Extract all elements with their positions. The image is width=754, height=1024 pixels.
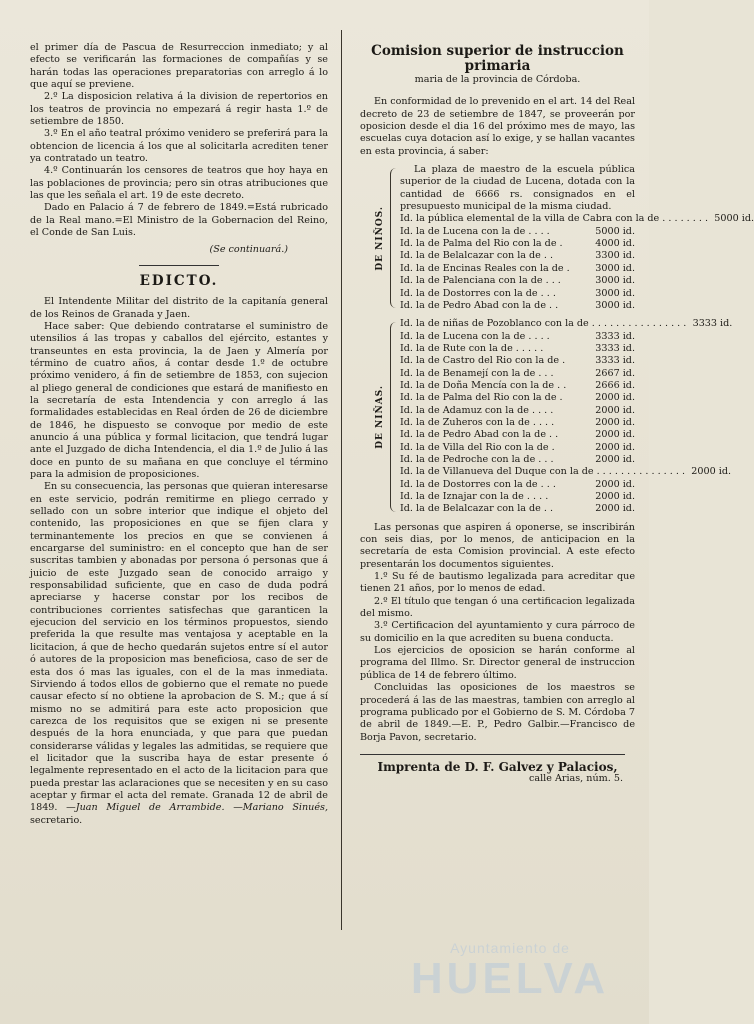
exam-program-note: Los ejercicios de oposicion se harán conforme al programa del Illmo. Sr. Director general de instruccion pública de 14 de febrero último. (360, 645, 635, 681)
school-name: Id. la de Iznajar con la de . . . . (400, 491, 549, 502)
girls-schools-group (360, 318, 733, 516)
watermark-line-2: HUELVA (410, 954, 610, 1003)
footer-rule (360, 754, 625, 755)
school-salary: 3000 id. (595, 262, 635, 274)
school-name: Id. la de Palma del Rio con la de . (400, 392, 563, 404)
school-entry (400, 263, 635, 275)
school-name: Id. la de Rute con la de . . . . . (400, 342, 544, 354)
school-entry (400, 355, 635, 367)
school-salary: 2667 id. (595, 367, 635, 379)
school-entry (400, 503, 635, 515)
school-entry (400, 392, 635, 404)
school-salary: 2000 id. (595, 453, 635, 465)
school-name: Id. la de Doña Mencía con la de . . (400, 379, 567, 391)
printer-name: Imprenta de D. F. Galvez y Palacios, (377, 759, 618, 774)
school-salary: 3300 id. (595, 250, 635, 262)
school-name: Id. la de Pedro Abad con la de . . (400, 299, 559, 311)
school-name: Id. la de Belalcazar con la de . . (400, 250, 554, 262)
edicto-heading: EDICTO. (139, 272, 219, 289)
girls-school-list (400, 330, 732, 516)
school-name: Id. la de Pedroche con la de . . . (400, 453, 554, 465)
school-entry (400, 442, 635, 454)
school-entry (400, 250, 635, 262)
school-entry (400, 288, 635, 300)
school-entry (400, 238, 635, 250)
continued-note: (Se continuará.) (209, 243, 288, 255)
school-salary: 5000 id. (714, 213, 754, 225)
school-salary: 3000 id. (595, 299, 635, 311)
school-salary: 3000 id. (595, 275, 635, 287)
school-entry (400, 454, 635, 466)
commission-intro: En conformidad de lo prevenido en el art. 14 del Real decreto de 23 de setiembre de 1847, se proveerán por oposicion desde el dia 16 del próximo mes de mayo, las escuelas cuya dotacion así lo exige, y se hallan vacantes en esta provincia, á saber: (360, 96, 636, 157)
school-entry (400, 300, 635, 312)
boys-brace (390, 168, 397, 308)
school-name: Id. la de Villa del Rio con la de . (400, 441, 555, 453)
school-salary: 2000 id. (595, 416, 635, 428)
school-name: Id. la de niñas de Pozoblanco con la de . . . . . . . . . . . . . . . . (400, 318, 687, 330)
school-name: Id. la de Castro del Rio con la de . (400, 355, 566, 367)
school-entry (400, 213, 754, 225)
decree-paragraph-4: 4.º Continuarán los censores de teatros que hoy haya en las poblaciones de provincia; pero sin otras atribuciones que las que les señala el art. 19 de este decreto. (30, 165, 328, 202)
commission-title: Comision superior de instruccion primaria (371, 43, 624, 74)
school-salary: 2000 id. (595, 503, 635, 515)
school-entry (400, 429, 635, 441)
school-entry (400, 466, 732, 478)
boys-group-label: DE NIÑOS. (374, 205, 385, 271)
school-entry (400, 380, 635, 392)
school-salary: 2000 id. (691, 466, 732, 478)
school-salary: 2000 id. (595, 478, 635, 490)
school-salary: 2666 id. (595, 379, 635, 391)
school-name: Id. la de Dostorres con la de . . . (400, 287, 556, 299)
decree-paragraph-2: 2.º La disposicion relativa á la division de repertorios en los teatros de provincia no empezará á regir hasta 1.º de setiembre de 1850. (30, 91, 328, 128)
watermark-line-1: Ayuntamiento de (450, 940, 570, 956)
archive-watermark (385, 940, 635, 1002)
edicto-paragraph-1: Hace saber: Que debiendo contratarse el suministro de utensilios á las tropas y caballos del ejército, estantes y transeuntes en esta provincia, la de Jaen y Almería por término de cuatro años, á contar desde 1.º de octubre próximo venidero, á fin de setiembre de 1853, con sujecion al pliego general de condiciones que estará de manifiesto en la secretaría de esta Intendencia y con arreglo á las formalidades establecidas en Real órden de 26 de diciembre de 1846, he dispuesto se convoque por medio de este anuncio á una pública y formal licitacion, que tendrá lugar ante el Juzgado de dicha Intendencia, el dia 1.º de Julio á las doce en punto de su mañana en que concluye el término para la admision de proposiciones. (30, 320, 328, 480)
school-entry (400, 479, 635, 491)
school-salary: 3000 id. (595, 287, 635, 299)
decree-paragraph-3: 3.º En el año teatral próximo venidero se preferirá para la obtencion de licencia á los que al solicitarla acrediten tener ya contratado un teatro. (30, 128, 328, 165)
requirement-3: 3.º Certificacion del ayuntamiento y cura párroco de su domicilio en la que acrediten su buena conducta. (360, 620, 635, 644)
school-salary: 2000 id. (595, 404, 635, 416)
edicto-paragraph-2-text: En su consecuencia, las personas que quieran interesarse en este servicio, podrán remitirme en pliego cerrado y sellado con un sobre interior que indique el objeto del contenido, las proposiciones en que se fijen clara y terminantemente los precios en que se convienen á encargarse del suministro: en el concepto que han de ser suscritas tambien y abonadas por persona ó personas que á juicio de este Juzgado sean de conocido arraigo y responsabilidad suficiente, que en caso de duda podrá apreciarse y hacerse constar por los recibos de contribuciones corrientes satisfechas que garanticen la ejecucion del servicio en los términos propuestos, siendo preferida la que resulte mas ventajosa y aceptable en la licitacion, á que de hecho quedarán sujetos entre sí el autor ó autores de la proposicion mas beneficiosa, caso de ser de esta dos ó mas las iguales, con el de la mas inmediata. Sirviendo á todos ellos de gobierno que el remate no puede causar efecto sí no obtiene la aprobacion de S. M.; que á sí mismo no se admitirá para este acto proposicion que carezca de los requisitos que se exigen ni se presente después de la hora enunciada, y que para que puedan considerarse válidas y legales las admitidas, se requiere que el licitador que la suscriba haya de estar presente ó legalmente representado en el acto de la licitacion para que pueda prestar las aclaraciones que se necesiten y en su caso aceptar y firmar el acta del remate. Granada 12 de abril de 1849. (30, 481, 328, 814)
school-salary: 2000 id. (595, 441, 635, 453)
school-name: Id. la de Lucena con la de . . . . (400, 225, 550, 237)
requirements-intro: Las personas que aspiren á oponerse, se inscribirán con seis dias, por lo menos, de anticipacion en la secretaría de esta Comision provincial. A este efecto presentarán los documentos siguientes. (360, 521, 635, 570)
boys-schools-group (360, 164, 754, 312)
edicto-paragraph-2 (30, 481, 328, 827)
school-salary: 3333 id. (595, 342, 635, 354)
left-column (30, 42, 328, 827)
decree-signature-paragraph: Dado en Palacio á 7 de febrero de 1849.=Está rubricado de la Real mano.=El Ministro de la Gobernacion del Reino, el Conde de San Luis. (30, 202, 328, 239)
school-entry (400, 226, 635, 238)
school-name: Id. la de Zuheros con la de . . . . (400, 416, 555, 428)
school-entry (400, 331, 635, 343)
school-salary: 2000 id. (595, 491, 635, 502)
school-name: Id. la de Adamuz con la de . . . . (400, 404, 554, 416)
school-salary: 3333 id. (595, 330, 635, 342)
school-entry (400, 417, 635, 429)
school-salary: 2000 id. (595, 392, 635, 404)
right-column (360, 42, 754, 786)
school-name: Id. la de Villanueva del Duque con la de . . . . . . . . . . . . . . . (400, 466, 686, 478)
school-salary: 2000 id. (595, 429, 635, 441)
school-entry (400, 405, 635, 417)
school-entry (400, 343, 635, 355)
section-separator (139, 265, 219, 266)
edicto-secretary: secretario. (30, 814, 83, 826)
requirement-2: 2.º El título que tengan ó una certificacion legalizada del mismo. (360, 595, 635, 620)
school-name: Id. la de Belalcazar con la de . . (400, 503, 554, 515)
school-salary: 4000 id. (595, 238, 635, 250)
girls-brace (390, 322, 397, 512)
school-name: Id. la de Dostorres con la de . . . (400, 478, 556, 490)
school-name: Id. la de Encinas Reales con la de . (400, 262, 570, 274)
school-name: Id. la de Lucena con la de . . . . (400, 330, 550, 342)
column-divider (341, 30, 342, 930)
girls-lead-entry (400, 318, 733, 330)
school-salary: 3333 id. (595, 355, 635, 367)
girls-group-label: DE NIÑAS. (374, 385, 385, 449)
commission-subtitle: maria de la provincia de Córdoba. (414, 74, 581, 85)
school-name: Id. la de Benamejí con la de . . . (400, 367, 554, 379)
edicto-intro: El Intendente Militar del distrito de la capitanía general de los Reinos de Granada y Jaen. (30, 296, 328, 320)
school-salary: 3333 id. (692, 318, 733, 330)
decree-paragraph-1: el primer día de Pascua de Resurreccion inmediato; y al efecto se verificarán las formaciones de compañías y se harán todas las operaciones preparatorias con arreglo á lo que aquí se previene. (30, 42, 328, 91)
school-entry (400, 275, 635, 287)
school-name: Id. la pública elemental de la villa de Cabra con la de . . . . . . . . (400, 213, 709, 225)
school-entry (400, 491, 635, 503)
school-name: Id. la de Palenciana con la de . . . (400, 275, 561, 287)
boys-school-list (400, 213, 754, 312)
school-name: Id. la de Palma del Rio con la de . (400, 238, 563, 250)
boys-lead-entry: La plaza de maestro de la escuela pública superior de la ciudad de Lucena, dotada con la cantidad de 6666 rs. consignados en el presupuesto municipal de la misma ciudad. (400, 164, 635, 213)
printer-address: calle Arias, núm. 5. (529, 773, 623, 785)
school-salary: 5000 id. (595, 225, 635, 237)
school-name: Id. la de Pedro Abad con la de . . (400, 429, 559, 441)
edicto-signatories: —Juan Miguel de Arrambide. —Mariano Sinués, (57, 802, 328, 814)
requirement-1: 1.º Su fé de bautismo legalizada para acreditar que tienen 21 años, por lo menos de edad. (360, 571, 635, 595)
school-entry (400, 368, 635, 380)
closing-paragraph: Concluidas las oposiciones de los maestros se procederá á las de las maestras, tambien con arreglo al programa publicado por el Gobierno de S. M. Córdoba 7 de abril de 1849.—E. P., Pedro Galbir.—Francisco de Borja Pavon, secretario. (360, 682, 635, 743)
